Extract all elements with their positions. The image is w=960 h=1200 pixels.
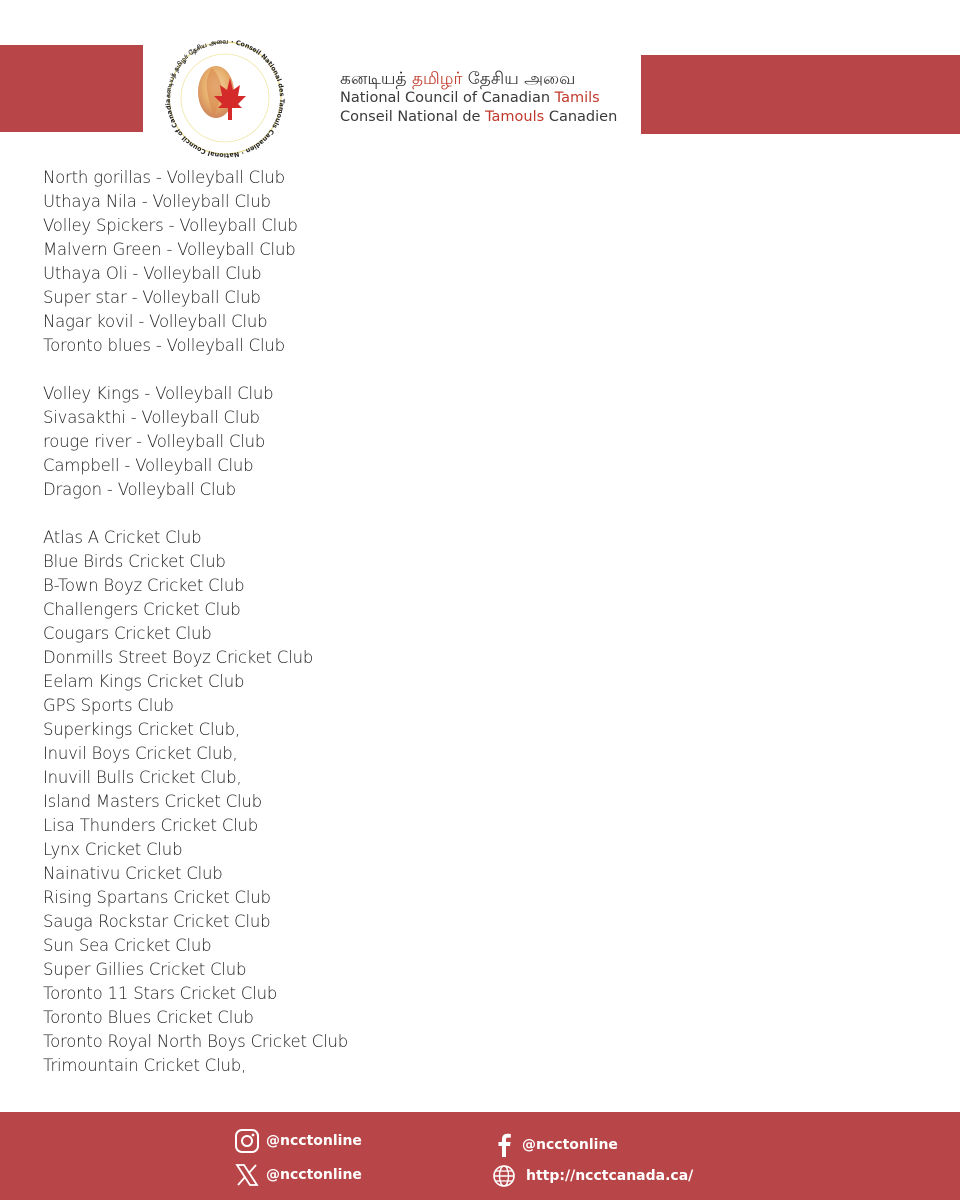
- list-item: Toronto Royal North Boys Cricket Club: [43, 1032, 349, 1051]
- list-item: Malvern Green - Volleyball Club: [43, 240, 296, 259]
- instagram-icon: [234, 1128, 260, 1154]
- instagram-handle[interactable]: @ncctonline: [266, 1133, 362, 1149]
- list-item: Challengers Cricket Club: [43, 600, 241, 619]
- facebook-link[interactable]: [492, 1132, 618, 1158]
- instagram-link[interactable]: [234, 1128, 362, 1154]
- list-item: Inuvill Bulls Cricket Club,: [43, 768, 242, 787]
- volleyball-group-2: [43, 382, 348, 502]
- org-name-tamil: [340, 70, 630, 89]
- list-item: Lynx Cricket Club: [43, 840, 183, 859]
- list-item: Inuvil Boys Cricket Club,: [43, 744, 238, 763]
- header-band-right: [641, 55, 960, 134]
- org-english-accent: Tamils: [554, 90, 600, 106]
- list-item: Sauga Rockstar Cricket Club: [43, 912, 271, 931]
- volleyball-group-1: [43, 166, 348, 358]
- org-name-english: [340, 89, 630, 108]
- list-item: B-Town Boyz Cricket Club: [43, 576, 245, 595]
- list-item: Volley Spickers - Volleyball Club: [43, 216, 298, 235]
- list-item: Trimountain Cricket Club,: [43, 1056, 247, 1075]
- list-item: Cougars Cricket Club: [43, 624, 212, 643]
- list-item: rouge river - Volleyball Club: [43, 432, 266, 451]
- svg-text:கனடியத் தமிழர் தேசிய அவை · Con: கனடியத் தமிழர் தேசிய அவை · Conseil National des Tamouls Canadien · National Council of Canadia: [163, 38, 287, 158]
- list-item: Uthaya Oli - Volleyball Club: [43, 264, 262, 283]
- list-item: Nainativu Cricket Club: [43, 864, 223, 883]
- list-item: Super Gillies Cricket Club: [43, 960, 247, 979]
- list-item: North gorillas - Volleyball Club: [43, 168, 285, 187]
- list-item: Donmills Street Boyz Cricket Club: [43, 648, 314, 667]
- footer-bar: [0, 1112, 960, 1200]
- list-item: Dragon - Volleyball Club: [43, 480, 236, 499]
- list-item: Eelam Kings Cricket Club: [43, 672, 245, 691]
- list-item: Toronto 11 Stars Cricket Club: [43, 984, 278, 1003]
- x-icon: [234, 1162, 260, 1188]
- org-french-accent: Tamouls: [485, 109, 545, 125]
- list-item: Sun Sea Cricket Club: [43, 936, 212, 955]
- org-name-french: [340, 108, 630, 127]
- facebook-icon: [492, 1132, 516, 1158]
- cricket-group: [43, 526, 348, 1078]
- list-item: Toronto Blues Cricket Club: [43, 1008, 254, 1027]
- website-url[interactable]: http://ncctcanada.ca/: [526, 1168, 694, 1184]
- list-item: Lisa Thunders Cricket Club: [43, 816, 259, 835]
- list-item: Campbell - Volleyball Club: [43, 456, 254, 475]
- list-item: Island Masters Cricket Club: [43, 792, 262, 811]
- list-item: Nagar kovil - Volleyball Club: [43, 312, 268, 331]
- org-tamil-accent: தமிழர்: [411, 69, 463, 89]
- org-french-part-1: Conseil National de: [340, 109, 486, 125]
- organization-name-block: [340, 70, 630, 127]
- list-item: Rising Spartans Cricket Club: [43, 888, 271, 907]
- club-list: [43, 166, 348, 1102]
- org-french-part-2: Canadien: [544, 109, 618, 125]
- x-handle[interactable]: @ncctonline: [266, 1167, 362, 1183]
- org-tamil-part-2: தேசிய அவை: [462, 69, 576, 89]
- org-tamil-part-1: கனடியத்: [340, 69, 412, 89]
- header-band-left: [0, 45, 143, 132]
- list-item: GPS Sports Club: [43, 696, 174, 715]
- list-item: Atlas A Cricket Club: [43, 528, 202, 547]
- globe-icon: [492, 1164, 516, 1188]
- list-item: Superkings Cricket Club,: [43, 720, 240, 739]
- facebook-handle[interactable]: @ncctonline: [522, 1137, 618, 1153]
- list-item: Blue Birds Cricket Club: [43, 552, 226, 571]
- org-english-part-1: National Council of Canadian: [340, 90, 555, 106]
- list-item: Volley Kings - Volleyball Club: [43, 384, 274, 403]
- x-link[interactable]: [234, 1162, 362, 1188]
- website-link[interactable]: [492, 1164, 693, 1188]
- organization-seal-logo: [150, 38, 320, 158]
- list-item: Sivasakthi - Volleyball Club: [43, 408, 260, 427]
- list-item: Super star - Volleyball Club: [43, 288, 261, 307]
- list-item: Uthaya Nila - Volleyball Club: [43, 192, 271, 211]
- list-item: Toronto blues - Volleyball Club: [43, 336, 285, 355]
